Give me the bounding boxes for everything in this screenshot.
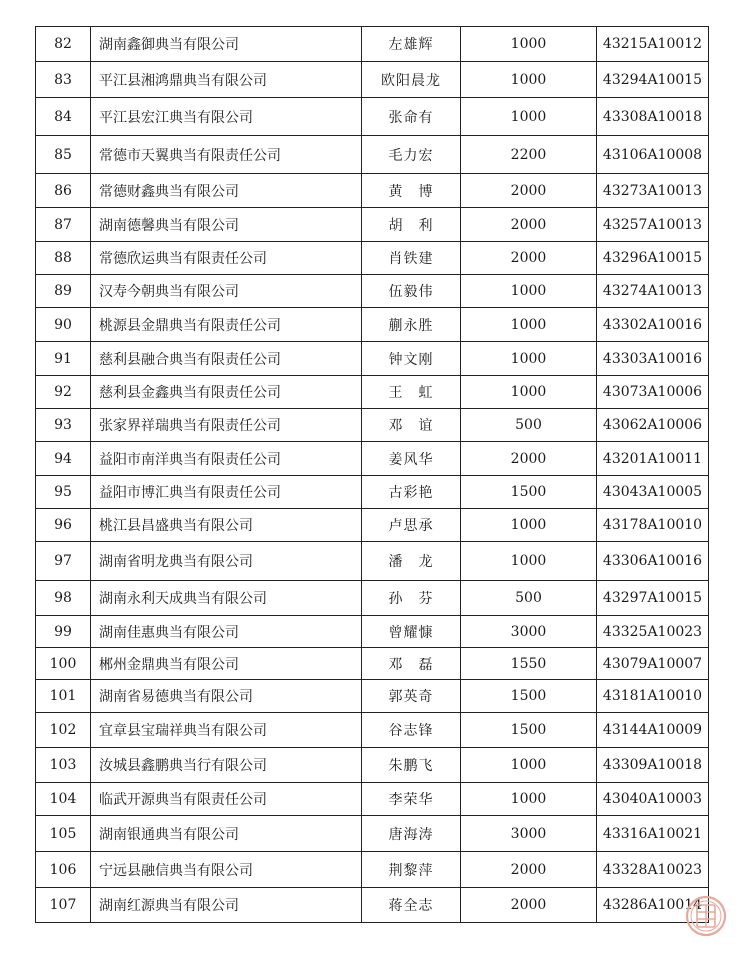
company-name: 汉寿今朝典当有限公司 xyxy=(91,275,362,308)
row-number: 104 xyxy=(36,783,91,816)
row-number: 85 xyxy=(36,136,91,174)
table-row xyxy=(36,409,709,442)
registered-capital: 1000 xyxy=(461,27,597,62)
table-row xyxy=(36,376,709,409)
company-name: 慈利县金鑫典当有限责任公司 xyxy=(91,376,362,409)
table-row xyxy=(36,509,709,542)
company-name: 常德市天翼典当有限责任公司 xyxy=(91,136,362,174)
license-number: 43106A10008 xyxy=(597,136,709,174)
row-number: 95 xyxy=(36,476,91,509)
legal-representative: 曾耀慷 xyxy=(362,616,461,648)
company-name: 慈利县融合典当有限责任公司 xyxy=(91,342,362,376)
registered-capital: 1000 xyxy=(461,275,597,308)
license-number: 43062A10006 xyxy=(597,409,709,442)
row-number: 102 xyxy=(36,713,91,748)
row-number: 96 xyxy=(36,509,91,542)
company-name: 郴州金鼎典当有限公司 xyxy=(91,648,362,680)
row-number: 83 xyxy=(36,62,91,98)
registered-capital: 500 xyxy=(461,581,597,616)
company-name: 湖南永利天成典当有限公司 xyxy=(91,581,362,616)
table-row xyxy=(36,816,709,852)
license-number: 43079A10007 xyxy=(597,648,709,680)
row-number: 89 xyxy=(36,275,91,308)
company-name: 湖南省易德典当有限公司 xyxy=(91,680,362,713)
license-number: 43144A10009 xyxy=(597,713,709,748)
row-number: 91 xyxy=(36,342,91,376)
company-name: 临武开源典当有限责任公司 xyxy=(91,783,362,816)
registered-capital: 2000 xyxy=(461,888,597,923)
registered-capital: 500 xyxy=(461,409,597,442)
registered-capital: 2200 xyxy=(461,136,597,174)
row-number: 92 xyxy=(36,376,91,409)
legal-representative: 蒯永胜 xyxy=(362,308,461,342)
legal-representative: 邓 谊 xyxy=(362,409,461,442)
company-name: 湖南红源典当有限公司 xyxy=(91,888,362,923)
legal-representative: 李荣华 xyxy=(362,783,461,816)
registered-capital: 1000 xyxy=(461,308,597,342)
license-number: 43325A10023 xyxy=(597,616,709,648)
registered-capital: 1000 xyxy=(461,98,597,136)
row-number: 84 xyxy=(36,98,91,136)
company-name: 汝城县鑫鹏典当行有限公司 xyxy=(91,748,362,783)
license-number: 43040A10003 xyxy=(597,783,709,816)
license-number: 43309A10018 xyxy=(597,748,709,783)
table-row xyxy=(36,783,709,816)
registered-capital: 1000 xyxy=(461,342,597,376)
table-row xyxy=(36,27,709,62)
legal-representative: 毛力宏 xyxy=(362,136,461,174)
registered-capital: 1500 xyxy=(461,680,597,713)
legal-representative: 张命有 xyxy=(362,98,461,136)
row-number: 106 xyxy=(36,852,91,888)
license-number: 43257A10013 xyxy=(597,208,709,242)
table-row xyxy=(36,852,709,888)
legal-representative: 孙 芬 xyxy=(362,581,461,616)
registered-capital: 1000 xyxy=(461,376,597,409)
company-name: 张家界祥瑞典当有限责任公司 xyxy=(91,409,362,442)
legal-representative: 唐海涛 xyxy=(362,816,461,852)
license-number: 43297A10015 xyxy=(597,581,709,616)
license-number: 43306A10016 xyxy=(597,542,709,581)
row-number: 93 xyxy=(36,409,91,442)
registered-capital: 1550 xyxy=(461,648,597,680)
company-name: 湖南省明龙典当有限公司 xyxy=(91,542,362,581)
company-name: 平江县湘鸿鼎典当有限公司 xyxy=(91,62,362,98)
table-body xyxy=(36,27,709,923)
legal-representative: 钟文刚 xyxy=(362,342,461,376)
registered-capital: 2000 xyxy=(461,174,597,208)
company-name: 湖南佳惠典当有限公司 xyxy=(91,616,362,648)
company-name: 益阳市南洋典当有限责任公司 xyxy=(91,442,362,476)
license-number: 43181A10010 xyxy=(597,680,709,713)
table-row xyxy=(36,136,709,174)
legal-representative: 黄 博 xyxy=(362,174,461,208)
legal-representative: 潘 龙 xyxy=(362,542,461,581)
table-row xyxy=(36,62,709,98)
registered-capital: 3000 xyxy=(461,816,597,852)
company-name: 湖南银通典当有限公司 xyxy=(91,816,362,852)
table-row xyxy=(36,713,709,748)
row-number: 86 xyxy=(36,174,91,208)
company-name: 平江县宏江典当有限公司 xyxy=(91,98,362,136)
license-number: 43178A10010 xyxy=(597,509,709,542)
table-row xyxy=(36,308,709,342)
license-number: 43043A10005 xyxy=(597,476,709,509)
row-number: 100 xyxy=(36,648,91,680)
registered-capital: 1000 xyxy=(461,509,597,542)
table-row xyxy=(36,208,709,242)
company-name: 湖南德馨典当有限公司 xyxy=(91,208,362,242)
license-number: 43215A10012 xyxy=(597,27,709,62)
company-name: 宁远县融信典当有限公司 xyxy=(91,852,362,888)
table-row xyxy=(36,888,709,923)
registered-capital: 1000 xyxy=(461,783,597,816)
table-row xyxy=(36,242,709,275)
registered-capital: 2000 xyxy=(461,208,597,242)
company-name: 常德欣运典当有限责任公司 xyxy=(91,242,362,275)
table-row xyxy=(36,476,709,509)
legal-representative: 肖铁建 xyxy=(362,242,461,275)
table-row xyxy=(36,275,709,308)
license-number: 43294A10015 xyxy=(597,62,709,98)
row-number: 82 xyxy=(36,27,91,62)
table-row xyxy=(36,342,709,376)
company-name: 益阳市博汇典当有限责任公司 xyxy=(91,476,362,509)
registered-capital: 3000 xyxy=(461,616,597,648)
registered-capital: 1000 xyxy=(461,62,597,98)
license-number: 43073A10006 xyxy=(597,376,709,409)
row-number: 101 xyxy=(36,680,91,713)
license-number: 43328A10023 xyxy=(597,852,709,888)
row-number: 90 xyxy=(36,308,91,342)
registered-capital: 1000 xyxy=(461,542,597,581)
legal-representative: 郭英奇 xyxy=(362,680,461,713)
table-row xyxy=(36,174,709,208)
row-number: 94 xyxy=(36,442,91,476)
row-number: 98 xyxy=(36,581,91,616)
row-number: 97 xyxy=(36,542,91,581)
legal-representative: 谷志锋 xyxy=(362,713,461,748)
table-row xyxy=(36,680,709,713)
company-name: 宜章县宝瑞祥典当有限公司 xyxy=(91,713,362,748)
table-row xyxy=(36,748,709,783)
pawnshop-registry-table xyxy=(35,26,709,923)
legal-representative: 胡 利 xyxy=(362,208,461,242)
registered-capital: 2000 xyxy=(461,242,597,275)
license-number: 43303A10016 xyxy=(597,342,709,376)
registered-capital: 2000 xyxy=(461,852,597,888)
table-row xyxy=(36,98,709,136)
table-row xyxy=(36,648,709,680)
company-name: 桃江县昌盛典当有限公司 xyxy=(91,509,362,542)
company-name: 桃源县金鼎典当有限责任公司 xyxy=(91,308,362,342)
legal-representative: 左雄辉 xyxy=(362,27,461,62)
row-number: 87 xyxy=(36,208,91,242)
legal-representative: 荆黎萍 xyxy=(362,852,461,888)
legal-representative: 伍毅伟 xyxy=(362,275,461,308)
license-number: 43308A10018 xyxy=(597,98,709,136)
company-name: 湖南鑫御典当有限公司 xyxy=(91,27,362,62)
legal-representative: 古彩艳 xyxy=(362,476,461,509)
license-number: 43316A10021 xyxy=(597,816,709,852)
registered-capital: 1500 xyxy=(461,476,597,509)
registered-capital: 1000 xyxy=(461,748,597,783)
row-number: 103 xyxy=(36,748,91,783)
license-number: 43302A10016 xyxy=(597,308,709,342)
company-name: 常德财鑫典当有限公司 xyxy=(91,174,362,208)
row-number: 107 xyxy=(36,888,91,923)
row-number: 105 xyxy=(36,816,91,852)
legal-representative: 卢思承 xyxy=(362,509,461,542)
table-row xyxy=(36,616,709,648)
registered-capital: 2000 xyxy=(461,442,597,476)
license-number: 43273A10013 xyxy=(597,174,709,208)
license-number: 43296A10015 xyxy=(597,242,709,275)
legal-representative: 欧阳晨龙 xyxy=(362,62,461,98)
legal-representative: 王 虹 xyxy=(362,376,461,409)
table-row xyxy=(36,581,709,616)
legal-representative: 姜风华 xyxy=(362,442,461,476)
legal-representative: 邓 磊 xyxy=(362,648,461,680)
license-number: 43274A10013 xyxy=(597,275,709,308)
license-number: 43286A10014 xyxy=(597,888,709,923)
legal-representative: 朱鹏飞 xyxy=(362,748,461,783)
registered-capital: 1500 xyxy=(461,713,597,748)
table-row xyxy=(36,442,709,476)
table-row xyxy=(36,542,709,581)
license-number: 43201A10011 xyxy=(597,442,709,476)
row-number: 99 xyxy=(36,616,91,648)
row-number: 88 xyxy=(36,242,91,275)
legal-representative: 蒋全志 xyxy=(362,888,461,923)
seal-watermark-icon xyxy=(684,894,728,938)
